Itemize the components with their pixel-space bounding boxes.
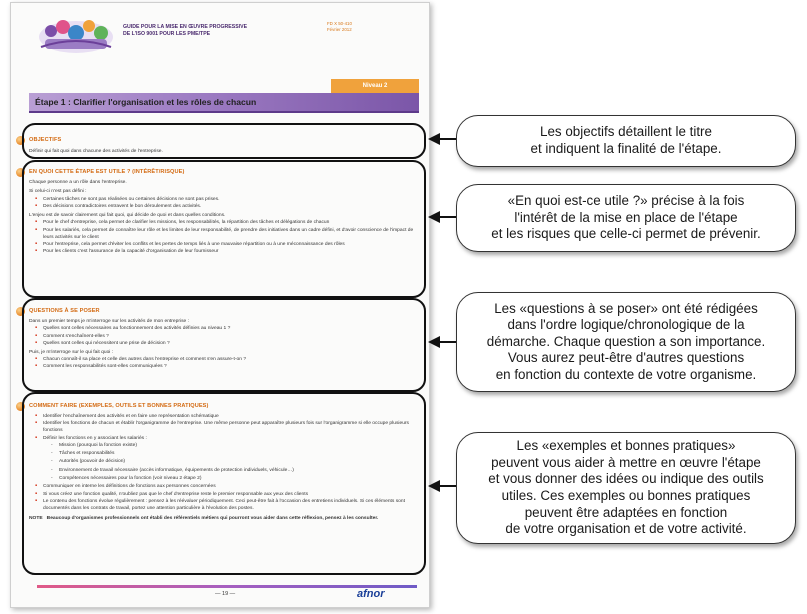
section-questions-title: QUESTIONS À SE POSER (29, 308, 100, 314)
list-item: ▪ Comment s'enchaînent-elles ? (35, 333, 419, 340)
level-badge: Niveau 2 (331, 79, 419, 93)
highlight-ring-utile (22, 160, 426, 298)
callout-line: «En quoi est-ce utile ?» précise à la fois (507, 193, 745, 209)
section-utile-title: EN QUOI CETTE ÉTAPE EST UTILE ? (INTÉRÊT/RISQUE) (29, 169, 185, 175)
list-item: - Environnement de travail nécessaire (accès informatique, équipements de protection individuels, véhicule…) (51, 467, 419, 475)
guide-title-audience: POUR LES PME/TPE (157, 31, 211, 37)
list-item: ▪ Comment les responsabilités sont-elles communiquées ? (35, 363, 419, 370)
list-item: ▪ Identifier les fonctions de chacun et établir l'organigramme de l'entreprise. Une même personne peut apparaître plusieurs fois sur l'organigramme si elle occupe plusieurs fonctions (35, 420, 419, 434)
list-item: ▪ Communiquer en interne les définitions de fonctions aux personnes concernées (35, 483, 419, 490)
callout-line: démarche. Chaque question a son importance. (486, 333, 766, 349)
list-item: ▪ Pour les salariés, cela permet de connaître leur rôle et les limites de leur responsabilité, de prendre des initiatives dans un cadre défini, et d'avoir conscience de l'impact de leurs activités sur le client (35, 227, 419, 241)
list-item: - Tâches et responsabilités (51, 450, 419, 458)
callout-utile (456, 184, 796, 252)
document-footer (37, 583, 417, 603)
questions-intro: Dans un premier temps je m'interroge sur les activités de mon entreprise : (29, 319, 189, 324)
guide-title (123, 24, 247, 38)
callout-line: et les risques que celle-ci permet de prévenir. (491, 226, 761, 242)
section-objectifs-title: OBJECTIFS (29, 137, 62, 143)
list-item: - Mission (pourquoi la fonction existe) (51, 442, 419, 450)
list-item: - Compétences nécessaires pour la fonction (voir niveau 2 étape 2) (51, 475, 419, 483)
highlight-ring-comment (22, 392, 426, 575)
list-item: - Autorités (pouvoir de décision) (51, 458, 419, 466)
note-label: NOTE (29, 516, 43, 522)
guide-title-line2 (123, 31, 247, 38)
note-text: Beaucoup d'organismes professionnels ont établi des référentiels métiers qui pourront vous aider dans cette réflexion, pensez à les consulter. (46, 516, 379, 522)
callout-comment (456, 432, 796, 544)
callout-questions (456, 292, 796, 392)
list-item: ▪ Si vous créez une fonction qualité, n'oubliez pas que le chef d'entreprise reste le premier responsable aux yeux des clients (35, 491, 419, 498)
callout-line: utiles. Ces exemples ou bonnes pratiques (501, 488, 751, 503)
document-reference (327, 21, 371, 33)
section-comment-title: COMMENT FAIRE (EXEMPLES, OUTILS ET BONNES PRATIQUES) (29, 403, 209, 409)
callout-line: Les objectifs détaillent le titre (540, 124, 712, 140)
utile-intro: Chaque personne a un rôle dans l'entreprise. (29, 180, 127, 185)
highlight-ring-questions (22, 298, 426, 392)
list-item: ▪ Quelles sont celles qui nécessitent une prise de décision ? (35, 340, 419, 347)
callout-line: de votre organisation et de votre activité. (505, 521, 747, 537)
guide-title-line1: GUIDE POUR LA MISE EN ŒUVRE PROGRESSIVE (123, 24, 248, 30)
callout-line: et indiquent la finalité de l'étape. (530, 141, 722, 156)
callout-line: et vous donner des idées ou indique des outils (488, 471, 764, 487)
guide-title-iso: DE L'ISO 9001 (123, 31, 158, 37)
callout-line: Vous aurez peut-être d'autres questions (507, 350, 745, 366)
callout-line: Les «exemples et bonnes pratiques» (516, 438, 736, 454)
list-item: ▪ Pour le chef d'entreprise, cela permet de clarifier les missions, les responsabilités, la répartition des tâches et délégations de chacun (35, 219, 419, 226)
callout-objectifs (456, 115, 796, 167)
utile-si: Si celui-ci n'est pas défini : (29, 189, 87, 195)
list-item: ▪ Pour l'entreprise, cela permet d'éviter les conflits et les pertes de temps liés à une mauvaise répartition ou à une méconnaissance des rôles (35, 241, 419, 248)
callout-line: peuvent vous aider à mettre en œuvre l'étape (491, 454, 761, 470)
questions-intro-2: Puis, je m'interroge sur le qui fait quoi : (29, 349, 114, 355)
step-banner (29, 93, 419, 113)
list-item: ▪ Quelles sont celles nécessaires au fonctionnement des activités définies au niveau 1 ? (35, 325, 419, 332)
utile-enjeu: L'enjeu est de savoir clairement qui fait quoi, qui décide de quoi et dans quelles conditions. (29, 213, 226, 218)
callout-line: l'intérêt de la mise en place de l'étape (514, 209, 738, 225)
callout-line: en fonction du contexte de votre organisme. (495, 366, 757, 382)
section-objectifs-text: Définir qui fait quoi dans chacune des activités de l'entreprise. (29, 149, 163, 154)
list-item: ▪ Des décisions contradictoires entravent le bon déroulement des activités. (35, 203, 419, 210)
reference-code: FD X 50-410 (327, 21, 352, 26)
highlight-ring-objectifs (22, 123, 426, 159)
reference-date: Février 2012 (327, 27, 352, 32)
list-item: ▪ Certaines tâches ne sont pas réalisées ou certaines décisions ne sont pas prises. (35, 196, 419, 203)
list-item: ▪ Pour les clients c'est l'assurance de la capacité d'organisation de leur fournisseur (35, 248, 419, 255)
list-item: ▪ Définir les fonctions en y associant les salariés : (35, 435, 419, 442)
step-title: Étape 1 : Clarifier l'organisation et les rôles de chacun (35, 97, 257, 107)
page-number: — 19 — (215, 591, 236, 597)
callout-line: dans l'ordre logique/chronologique de la (507, 317, 745, 333)
callout-line: Les «questions à se poser» ont été rédigées (494, 300, 758, 316)
callout-line: peuvent être adaptées en fonction (524, 504, 728, 520)
guide-logo-illustration (37, 13, 115, 55)
list-item: ▪ Le contenu des fonctions évolue régulièrement : pensez à les réévaluer périodiquement. Ceci peut-être fait à l'occasion des entretiens individuels. Si ces éléments sont documentés dans les contrats de travail, portez une attention particulière à l'évolution des postes. (35, 498, 419, 512)
list-item: ▪ Identifier l'enchaînement des activités et en faire une représentation schématique (35, 413, 419, 420)
list-item: ▪ Chacun connaît-il sa place et celle des autres dans l'entreprise et comment s'en assure-t-on ? (35, 356, 419, 363)
afnor-logo: afnor (357, 588, 385, 600)
